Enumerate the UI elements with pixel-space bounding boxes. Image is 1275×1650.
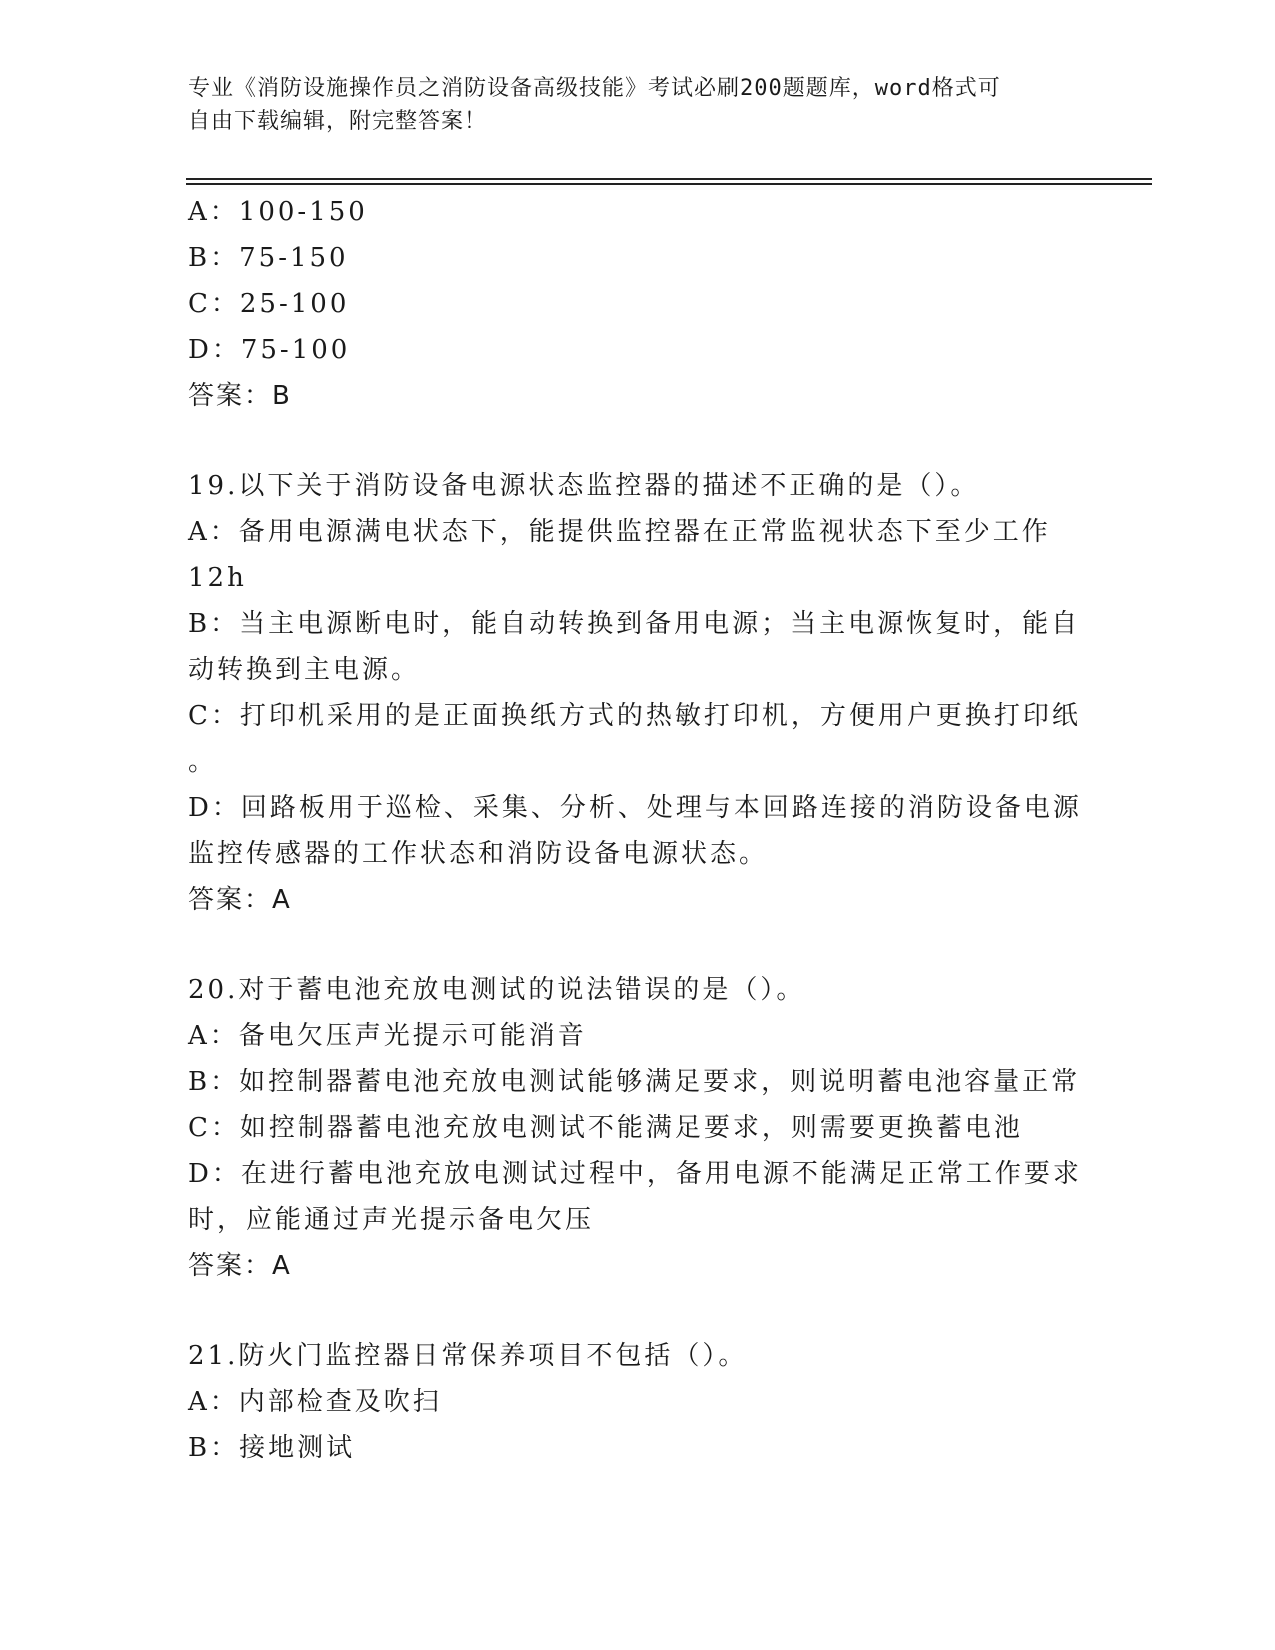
- header-divider-bottom: [186, 183, 1152, 185]
- page-header: [188, 72, 1068, 138]
- question-20: [188, 967, 1082, 1289]
- option-line: 监控传感器的工作状态和消防设备电源状态。: [188, 839, 769, 869]
- option-line: A：备用电源满电状态下，能提供监控器在正常监视状态下至少工作: [188, 517, 1051, 547]
- question-stem: 19.以下关于消防设备电源状态监控器的描述不正确的是（）。: [188, 471, 980, 501]
- option-line: 动转换到主电源。: [188, 655, 421, 685]
- answer: 答案：B: [188, 381, 292, 411]
- spacer: [188, 923, 1068, 967]
- option-line: D：在进行蓄电池充放电测试过程中，备用电源不能满足正常工作要求: [188, 1159, 1082, 1189]
- question-stem: 20.对于蓄电池充放电测试的说法错误的是（）。: [188, 975, 806, 1005]
- option-line: 12h: [188, 563, 247, 593]
- option-line: A：内部检查及吹扫: [188, 1387, 442, 1417]
- option-c: C：25-100: [188, 289, 350, 319]
- question-stem: 21.防火门监控器日常保养项目不包括（）。: [188, 1341, 748, 1371]
- option-line: 时，应能通过声光提示备电欠压: [188, 1205, 595, 1235]
- header-line-2: 自由下载编辑，附完整答案！: [188, 109, 488, 134]
- spacer: [188, 419, 1068, 463]
- answer: 答案：A: [188, 1251, 292, 1281]
- option-line: 。: [188, 747, 218, 777]
- answer: 答案：A: [188, 885, 292, 915]
- question-18: [188, 189, 1068, 419]
- option-a: A：100-150: [188, 197, 368, 227]
- option-line: B：如控制器蓄电池充放电测试能够满足要求，则说明蓄电池容量正常: [188, 1067, 1081, 1097]
- option-line: C：如控制器蓄电池充放电测试不能满足要求，则需要更换蓄电池: [188, 1113, 1023, 1143]
- header-divider-top: [186, 178, 1152, 180]
- option-line: D：回路板用于巡检、采集、分析、处理与本回路连接的消防设备电源: [188, 793, 1082, 823]
- option-b: B：75-150: [188, 243, 349, 273]
- option-line: B：接地测试: [188, 1433, 356, 1463]
- spacer: [188, 1289, 1068, 1333]
- option-d: D：75-100: [188, 335, 351, 365]
- header-line-1: 专业《消防设施操作员之消防设备高级技能》考试必刷200题题库，word格式可: [188, 76, 1001, 101]
- option-line: C：打印机采用的是正面换纸方式的热敏打印机，方便用户更换打印纸: [188, 701, 1081, 731]
- question-21: [188, 1333, 1068, 1471]
- option-line: A：备电欠压声光提示可能消音: [188, 1021, 587, 1051]
- question-19: [188, 463, 1082, 923]
- question-list: [188, 189, 1082, 1471]
- option-line: B：当主电源断电时，能自动转换到备用电源；当主电源恢复时，能自: [188, 609, 1081, 639]
